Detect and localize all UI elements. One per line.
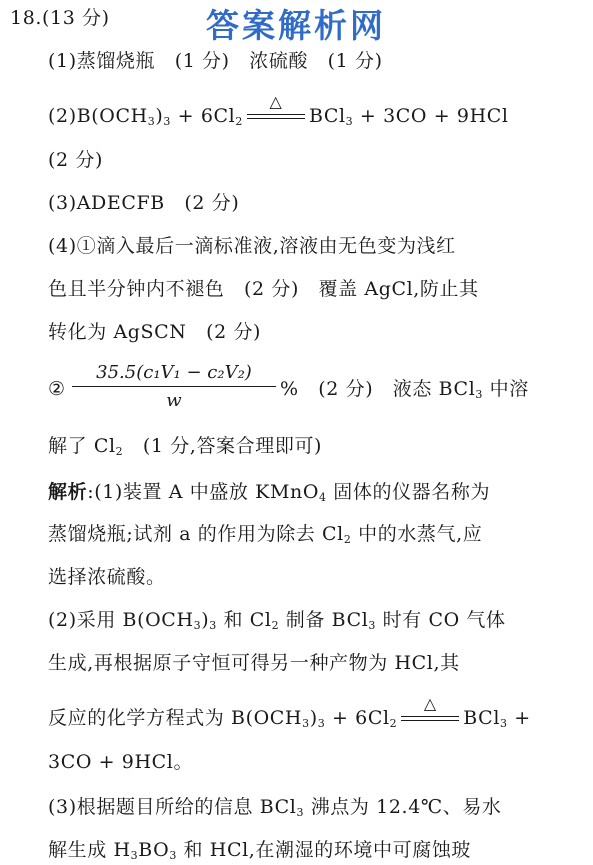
heating-condition-arrow: △	[399, 707, 461, 731]
answer-2-equation: $(2)B(OCH_3)_3 + 6Cl_2$ △ BCl$_3$ + 3CO + 9HCl	[48, 92, 509, 128]
analysis-p3-line1: (3)根据题目所给的信息 BCl$_3$ 沸点为 12.4℃、易水	[48, 796, 502, 819]
answer-1: (1)蒸馏烧瓶 (1 分) 浓硫酸 (1 分)	[48, 50, 383, 72]
answer-4-after-fraction: % (2 分) 液态 BCl$_3$ 中溶	[280, 378, 529, 401]
analysis-p2-line2: 生成,再根据原子守恒可得另一种产物为 HCl,其	[48, 652, 460, 674]
watermark: 答案解析网	[206, 6, 386, 45]
fraction-bar	[72, 386, 276, 387]
answer-4-line2: 色且半分钟内不褪色 (2 分) 覆盖 AgCl,防止其	[48, 278, 479, 300]
analysis-p1-line2: 蒸馏烧瓶;试剂 a 的作用为除去 $Cl_2$ 中的水蒸气,应	[48, 523, 483, 546]
analysis-p1-line1: 解析:(1)装置 A 中盛放 KMnO$_4$ 固体的仪器名称为	[48, 481, 491, 504]
answer-4-line5: 解了 $Cl_2$ (1 分,答案合理即可)	[48, 435, 323, 458]
answer-2-score: (2 分)	[48, 149, 103, 171]
fraction-numerator: 35.5(c₁V₁ − c₂V₂)	[96, 362, 252, 383]
analysis-p2-line1: (2)采用 $B(OCH_3)_3$ 和 $Cl_2$ 制备 BCl$_3$ 时有 CO 气体	[48, 609, 506, 632]
answer-4-line3: 转化为 AgSCN (2 分)	[48, 321, 262, 343]
analysis-p3-line2: 解生成 $H_3BO_3$ 和 HCl,在潮湿的环境中可腐蚀玻	[48, 839, 472, 862]
answer-3: (3)ADECFB (2 分)	[48, 192, 240, 214]
heating-condition-arrow: △	[245, 105, 307, 129]
fraction-denominator: w	[166, 390, 182, 411]
answer-4-line1: (4)①滴入最后一滴标准液,溶液由无色变为浅红	[48, 235, 456, 257]
question-number: 18.(13 分)	[10, 7, 110, 29]
analysis-p1-line3: 选择浓硫酸。	[48, 566, 166, 588]
fraction-expression	[70, 362, 278, 414]
circled-two: ②	[48, 378, 66, 400]
analysis-label: 解析	[48, 481, 88, 503]
analysis-p2-line4: 3CO + 9HCl。	[48, 751, 194, 773]
analysis-p2-line3: 反应的化学方程式为 $B(OCH_3)_3 + 6Cl_2$ △ BCl$_3$ +	[48, 694, 531, 730]
